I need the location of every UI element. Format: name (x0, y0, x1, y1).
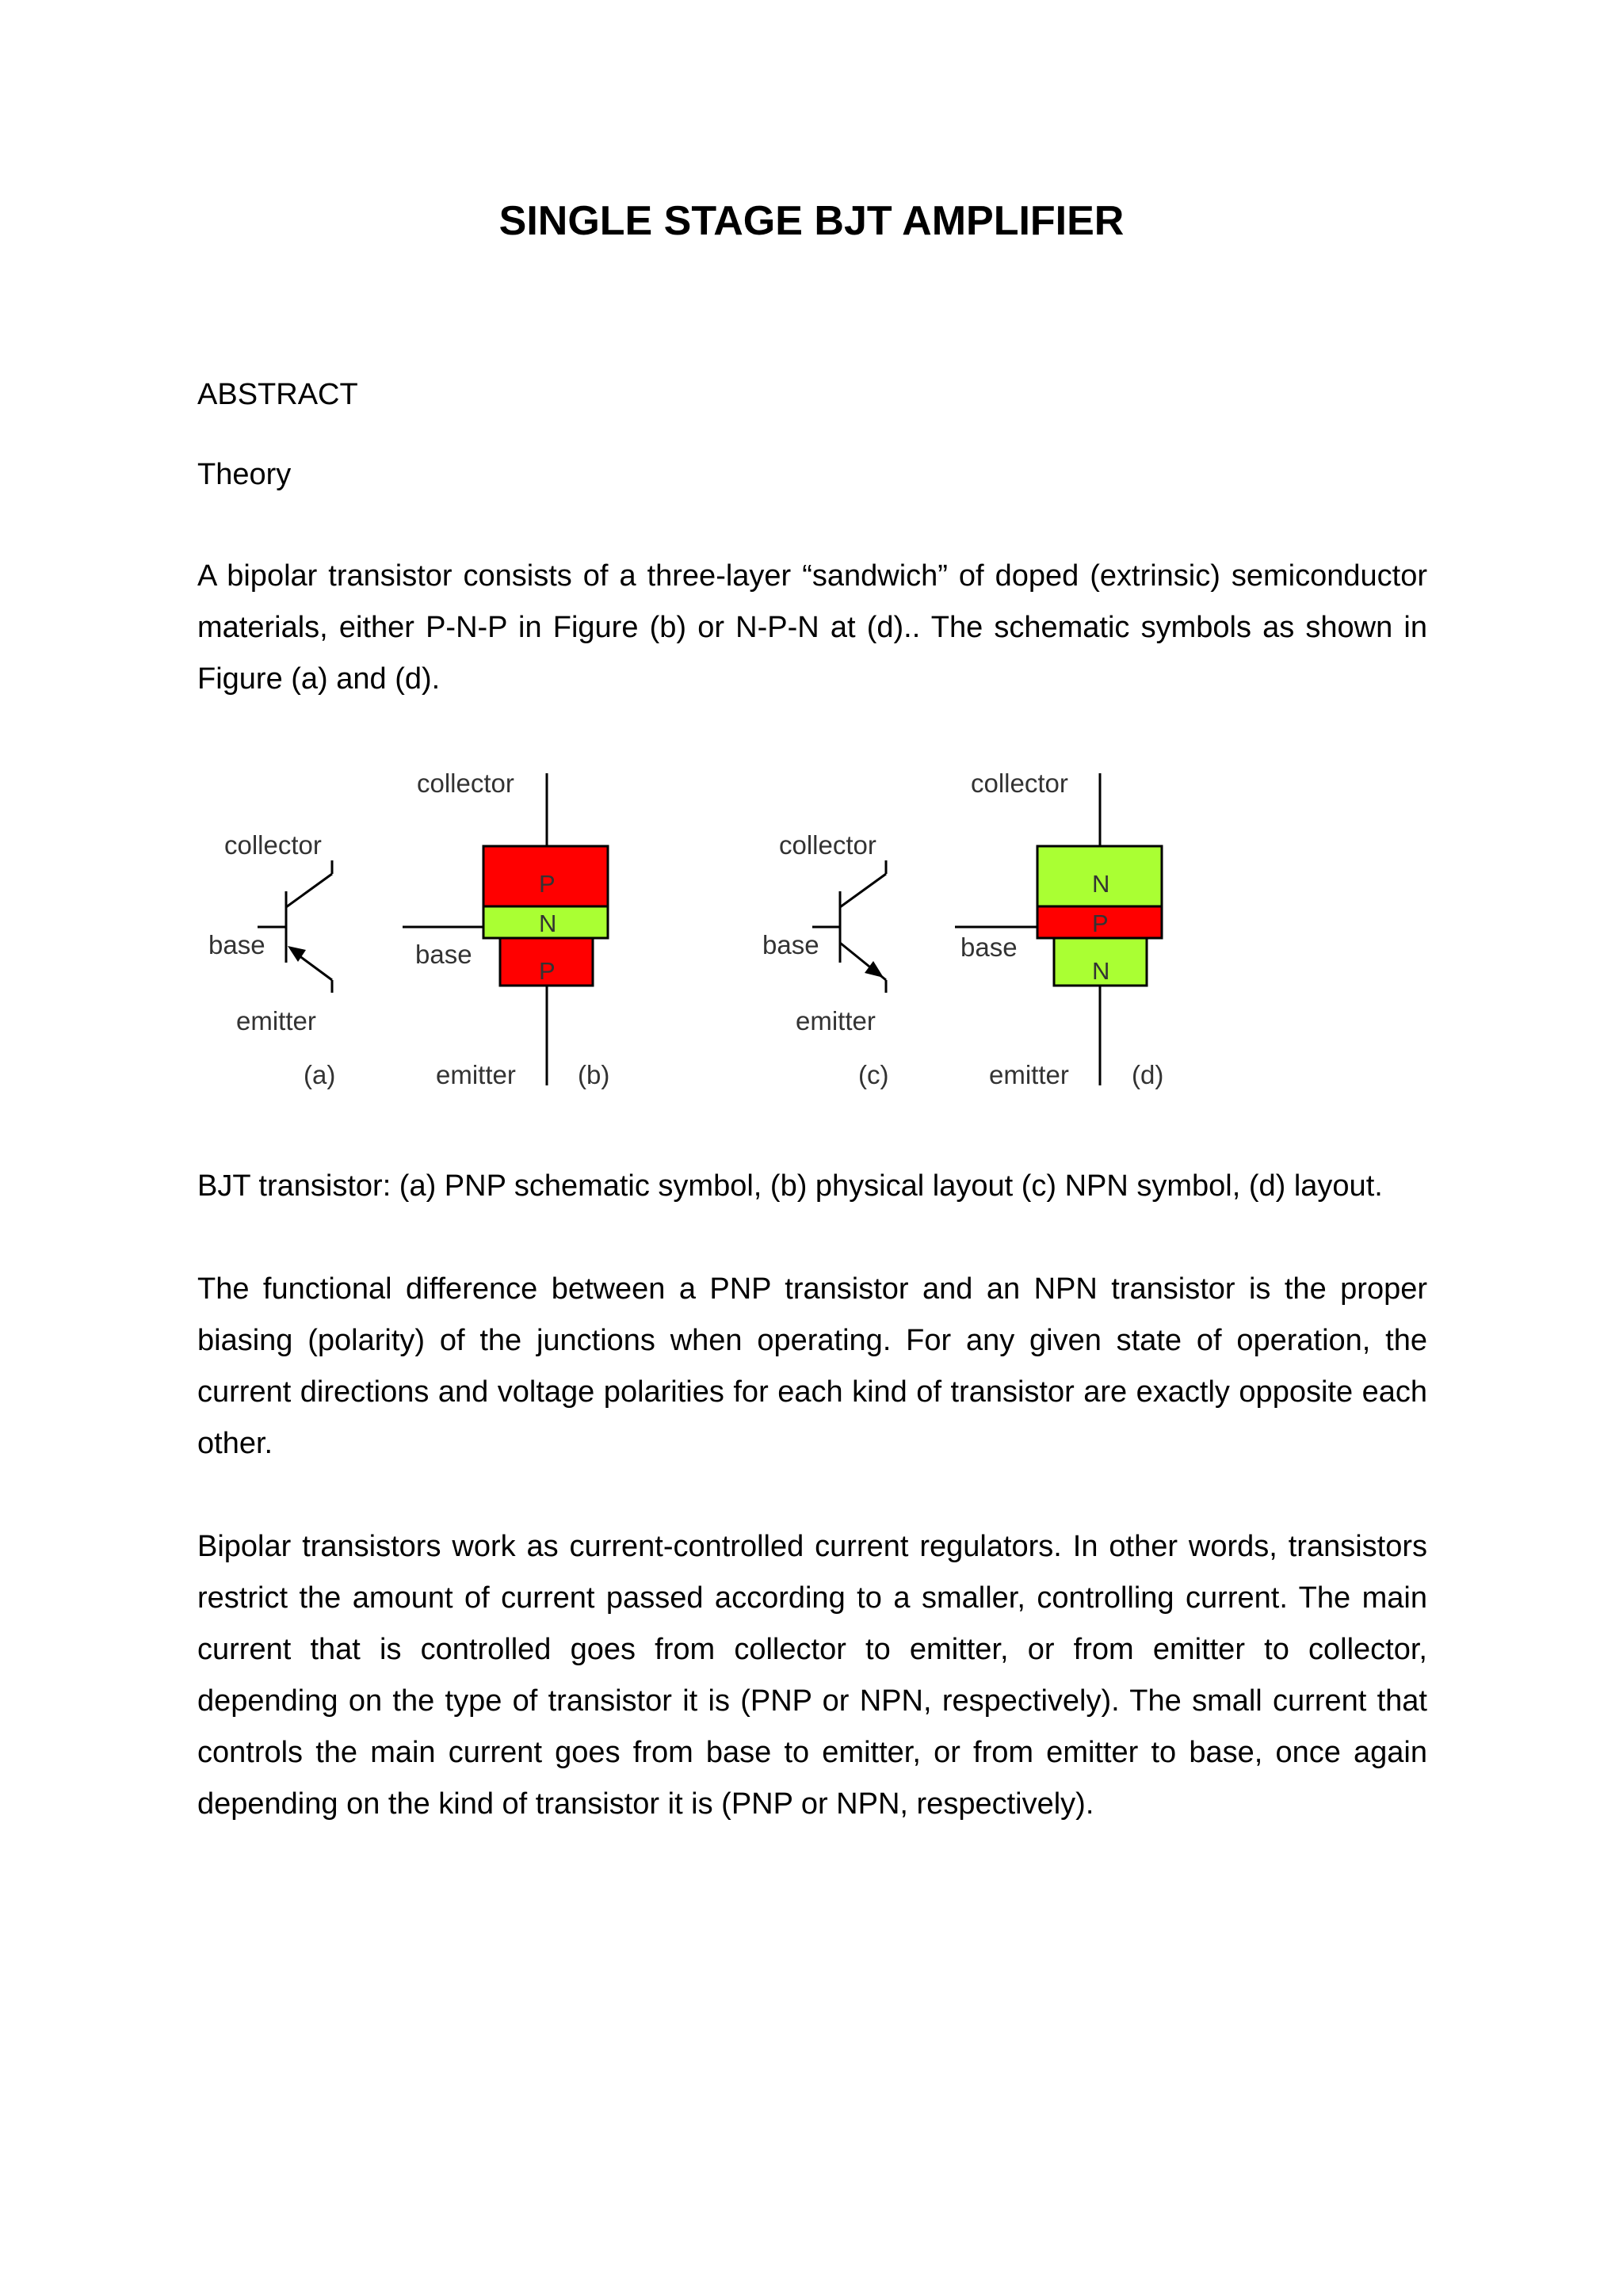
panel-b-emitter-label: emitter (436, 1060, 516, 1089)
panel-b-collector-label: collector (417, 769, 514, 798)
panel-d-collector-label: collector (971, 769, 1068, 798)
panel-a-collector-label: collector (224, 830, 322, 860)
pnp-layer-1-label: P (539, 870, 556, 898)
panel-d-tag: (d) (1132, 1060, 1164, 1089)
panel-b-pnp-layout (403, 769, 609, 1089)
panel-c-tag: (c) (858, 1060, 889, 1089)
panel-c-base-label: base (762, 930, 819, 959)
npn-symbol-collector-lead (840, 874, 886, 907)
pnp-symbol-collector-lead (286, 874, 332, 907)
panel-b-tag: (b) (578, 1060, 610, 1089)
panel-c-npn-symbol (762, 830, 888, 1089)
paragraph-pnp-npn-difference: The functional difference between a PNP transistor and an NPN transistor is the proper biasing (polarity) of the junctions when operating. For any given state of operation, the current directions and voltage polarities for each kind of transistor are exactly opposite each other. (197, 1272, 1427, 1460)
panel-a-tag: (a) (304, 1060, 336, 1089)
intro-paragraph: A bipolar transistor consists of a three-layer “sandwich” of doped (extrinsic) semiconductor materials, either P-N-P in Figure (b) or N-P-N at (d).. The schematic symbols as shown in Figure (a) and (d). (197, 559, 1427, 696)
panel-b-base-label: base (415, 940, 472, 969)
pnp-symbol-emitter-lead (299, 955, 332, 980)
bjt-figure (202, 761, 1201, 1101)
abstract-heading: ABSTRACT (197, 378, 358, 411)
figure-caption: BJT transistor: (a) PNP schematic symbol, (b) physical layout (c) NPN symbol, (d) layout. (197, 1169, 1383, 1203)
panel-c-collector-label: collector (779, 830, 876, 860)
theory-heading: Theory (197, 458, 292, 491)
npn-layer-3-label: N (1092, 957, 1110, 985)
bjt-diagram (202, 761, 1201, 1101)
panel-c-emitter-label: emitter (796, 1006, 876, 1035)
panel-a-emitter-label: emitter (236, 1006, 316, 1035)
paragraph-current-regulators: Bipolar transistors work as current-controlled current regulators. In other words, transistors restrict the amount of current passed according to a smaller, controlling current. The main current that is controlled goes from collector to emitter, or from emitter to collector, depending on the type of transistor it is (PNP or NPN, respectively). The small current that controls the main current goes from base to emitter, or from emitter to base, once again depending on the kind of transistor it is (PNP or NPN, respectively). (197, 1530, 1427, 1821)
npn-layer-2-label: P (1092, 910, 1109, 937)
pnp-layer-3-label: P (539, 957, 556, 985)
panel-a-base-label: base (208, 930, 265, 959)
panel-d-base-label: base (960, 933, 1018, 962)
panel-d-npn-layout (955, 769, 1163, 1089)
document-title: SINGLE STAGE BJT AMPLIFIER (498, 198, 1125, 244)
panel-a-pnp-symbol (208, 830, 335, 1089)
npn-layer-1-label: N (1092, 870, 1110, 898)
panel-d-emitter-label: emitter (989, 1060, 1069, 1089)
pnp-layer-2-label: N (539, 910, 557, 937)
